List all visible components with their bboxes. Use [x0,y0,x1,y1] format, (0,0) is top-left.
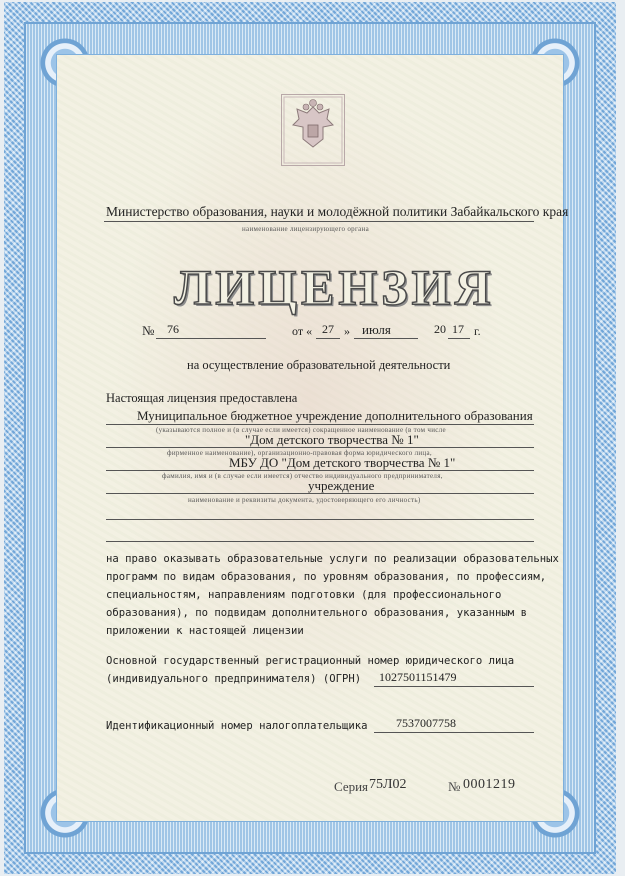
granted-label: Настоящая лицензия предоставлена [106,391,298,405]
organization-form: учреждение [308,478,375,493]
inn-value: 7537007758 [396,716,456,730]
underline [106,470,534,471]
ogrn-label: Основной государственный регистрационный номер юридического лица [106,655,515,667]
rights-line: образования), по подвидам дополнительного образования, указанным в [106,607,527,619]
rights-line: программ по видам образования, по уровням образования, по профессиям, [106,571,547,583]
series-value: 75Л02 [369,777,407,792]
license-day: 27 [322,322,334,336]
day-close-quote: » [344,324,350,338]
series-label: Серия [334,779,369,794]
underline [448,338,470,339]
rights-line: на право оказывать образовательные услуги по реализации образовательных [106,553,559,565]
underline [374,686,534,687]
inn-label: Идентификационный номер налогоплательщика [106,720,368,732]
rights-line: специальностям, направлениям подготовки (для профессионального [106,589,502,601]
underline [354,338,418,339]
ogrn-label: (индивидуального предпринимателя) (ОГРН) [106,673,362,685]
license-month: июля [362,322,391,337]
year-prefix: 20 [434,322,446,336]
underline [104,221,534,222]
underline [106,447,534,448]
underline [106,493,534,494]
underline [156,338,266,339]
license-number: 76 [167,322,179,336]
series-number: 0001219 [463,777,516,792]
ogrn-value: 1027501151479 [379,670,457,684]
underline [106,424,534,425]
caption-identity-doc: наименование и реквизиты документа, удостоверяющего его личность) [188,496,421,504]
licensing-authority-caption: наименование лицензирующего органа [242,225,370,233]
underline [374,732,534,733]
caption-full-name: (указываются полное и (в случае если имеется) сокращенное наименование (в том числе [156,426,446,434]
licensing-authority: Министерство образования, науки и молодёжной политики Забайкальского края [106,204,569,219]
year-suffix: 17 [452,322,464,336]
number-sign: № [142,323,155,338]
caption-legal-form: фирменное наименование), организационно-правовая форма юридического лица, [167,449,432,457]
underline [106,519,534,520]
coat-of-arms-icon [281,94,345,166]
underline [106,541,534,542]
caption-entrepreneur: фамилия, имя и (в случае если имеется) отчество индивидуального предпринимателя, [162,472,443,480]
series-number-sign: № [448,779,461,794]
date-from-label: от « [292,324,313,338]
organization-name: "Дом детского творчества № 1" [245,432,419,447]
license-purpose: на осуществление образовательной деятельности [187,358,451,372]
document-title: ЛИЦЕНЗИЯ [174,259,495,315]
underline [316,338,340,339]
organization-short-name: МБУ ДО "Дом детского творчества № 1" [229,455,456,470]
organization-full-name: Муниципальное бюджетное учреждение дополнительного образования [137,408,533,423]
year-label: г. [474,324,481,338]
rights-line: приложении к настоящей лицензии [106,625,304,637]
license-document [4,2,616,874]
